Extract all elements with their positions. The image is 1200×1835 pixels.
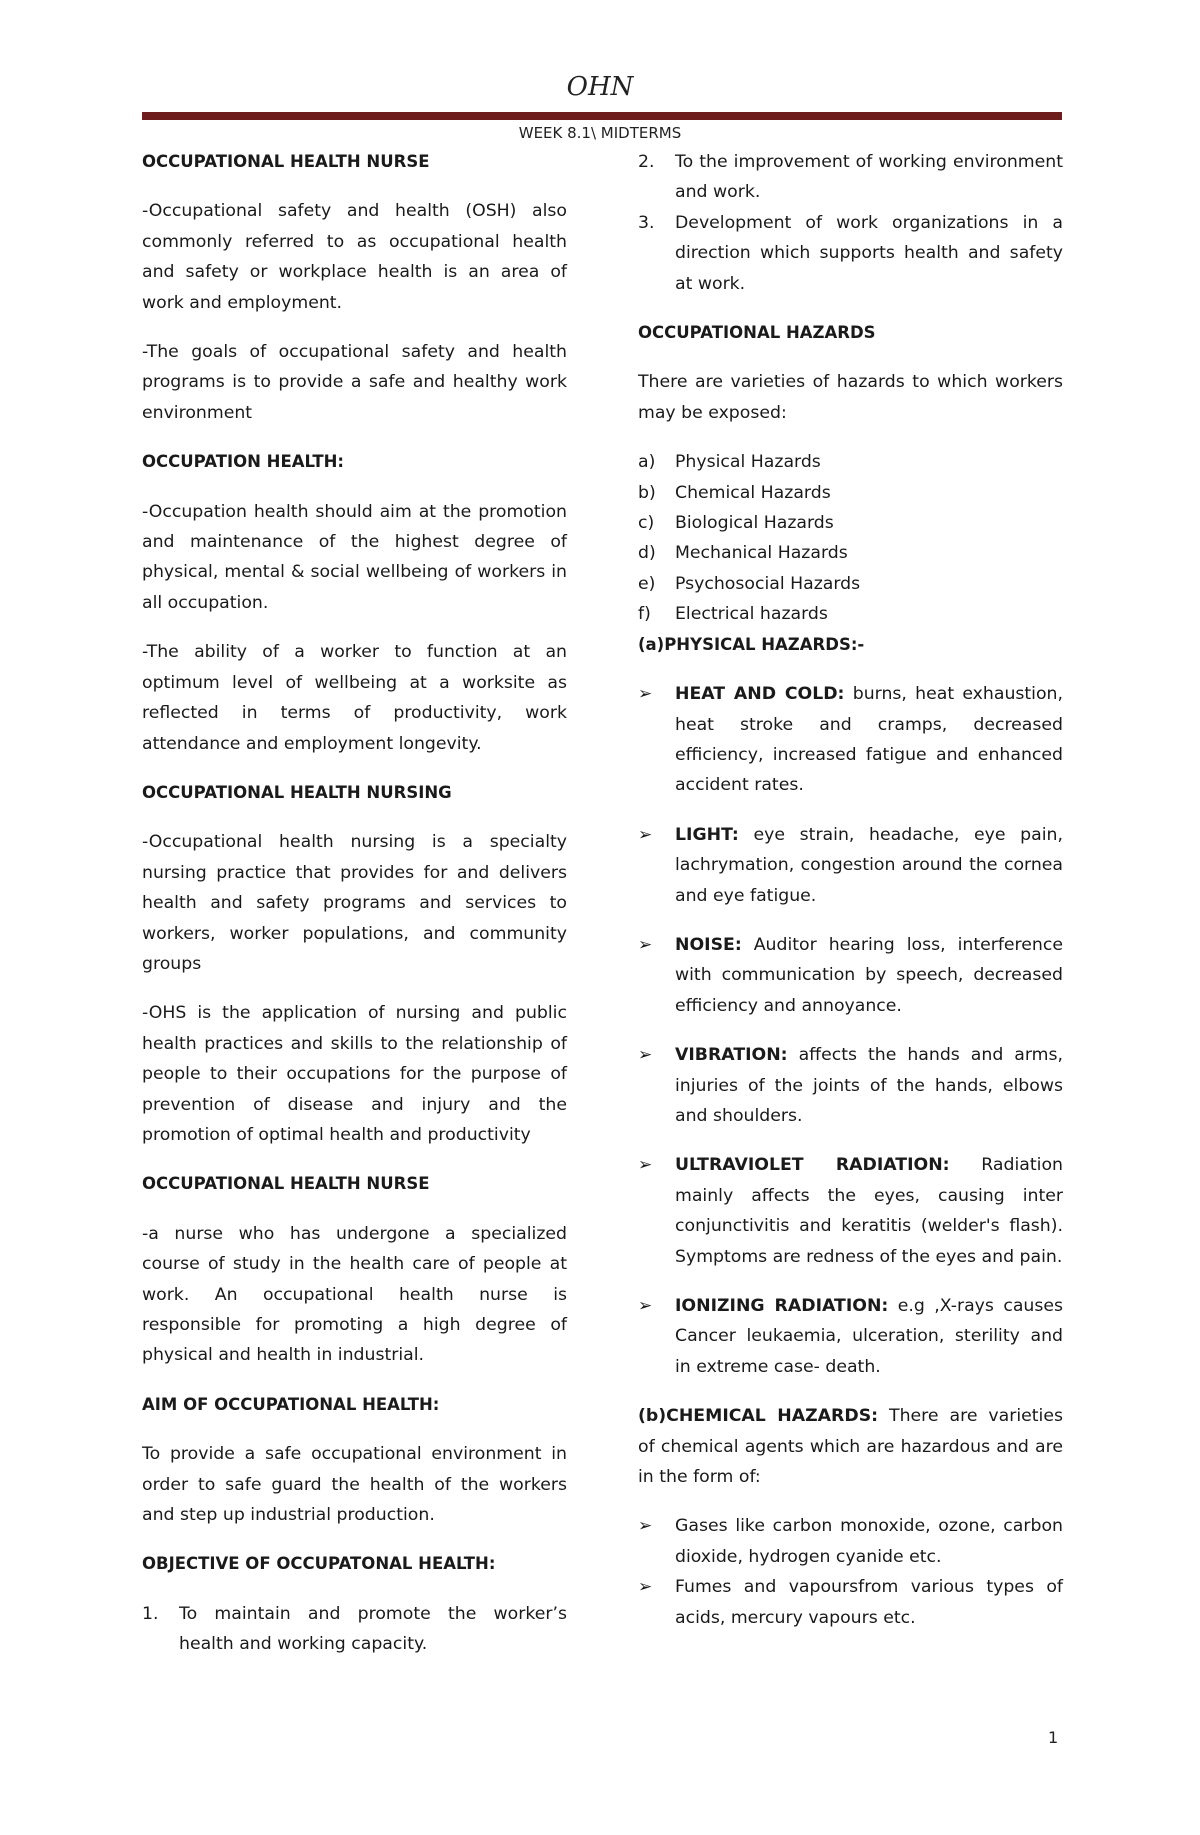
paragraph: -Occupational safety and health (OSH) also commonly referred to as occupational health and safety or workplace health is an area of work and employment. [142,201,567,313]
arrow-bullet-icon: ➢ [638,1155,653,1176]
physical-hazard-item [638,930,1063,1021]
hazard-description: e.g ,X-rays causes Cancer leukaemia, ulceration, sterility and in extreme case- death. [675,1296,1063,1377]
hazard-term: IONIZING RADIATION: [675,1296,889,1316]
section-heading: OBJECTIVE OF OCCUPATONAL HEALTH: [142,1554,496,1574]
objective-text: To maintain and promote the worker’s health and working capacity. [179,1603,567,1655]
hazard-type-item [638,538,1063,568]
hazard-letter: a) [638,452,656,473]
hazard-description: affects the hands and arms, injuries of the joints of the hands, elbows and shoulders. [675,1045,1063,1126]
arrow-bullet-icon: ➢ [638,824,653,845]
section-heading-inline: (b)CHEMICAL HAZARDS: [638,1406,879,1427]
paragraph: -The goals of occupational safety and health programs is to provide a safe and healthy work environment [142,342,567,423]
paragraph: To provide a safe occupational environment in order to safe guard the health of the workers and step up industrial production. [142,1444,567,1526]
hazard-letter: f) [638,604,651,625]
section-heading: AIM OF OCCUPATIONAL HEALTH: [142,1394,440,1414]
section-heading: OCCUPATIONAL HAZARDS [638,323,876,343]
arrow-bullet-icon: ➢ [638,934,653,955]
hazard-letter: c) [638,513,655,534]
document-subheader: WEEK 8.1\ MIDTERMS [518,124,682,142]
physical-hazard-item [638,1291,1063,1382]
hazard-type-item [638,478,1063,508]
paragraph-text: There are varieties of chemical agents which are hazardous and are in the form of: [638,1406,1063,1488]
hazard-description: Radiation mainly affects the eyes, causing inter conjunctivitis and keratitis (welder's flash). Symptoms are redness of the eyes and pain. [675,1155,1063,1267]
hazard-label: Biological Hazards [675,513,834,534]
hazard-label: Psychosocial Hazards [675,573,861,594]
hazard-term: HEAT AND COLD: [675,684,845,705]
arrow-bullet-icon: ➢ [638,1577,653,1598]
paragraph: -The ability of a worker to function at an optimum level of wellbeing at a worksite as reflected in terms of productivity, work attendance and employment longevity. [142,642,567,754]
arrow-bullet-icon: ➢ [638,1296,653,1316]
hazard-term: ULTRAVIOLET RADIATION: [675,1155,950,1176]
hazard-description: burns, heat exhaustion, heat stroke and cramps, decreased efficiency, increased fatigue and enhanced accident rates. [675,684,1063,796]
section-heading: (a)PHYSICAL HAZARDS:- [638,634,865,654]
paragraph: There are varieties of hazards to which workers may be exposed: [638,372,1063,423]
section-heading: OCCUPATIONAL HEALTH NURSING [142,782,452,802]
objective-number: 1. [142,1603,159,1624]
hazard-letter: e) [638,573,656,594]
hazard-label: Physical Hazards [675,452,821,473]
chemical-hazard-text: Fumes and vapoursfrom various types of acids, mercury vapours etc. [675,1577,1063,1628]
physical-hazard-item [638,1150,1063,1272]
paragraph: -OHS is the application of nursing and public health practices and skills to the relationship of people to their occupations for the purpose of prevention of disease and injury and the promotion of optimal health and productivity [142,1003,567,1145]
objective-number: 2. [638,152,655,172]
hazard-term: VIBRATION: [675,1045,788,1066]
hazard-label: Chemical Hazards [675,482,831,503]
chemical-hazard-item [638,1572,1063,1633]
physical-hazard-item [638,1040,1063,1131]
objective-item [142,1599,567,1660]
header-rule [142,112,1062,120]
hazard-label: Electrical hazards [675,604,828,625]
paragraph: -Occupational health nursing is a specialty nursing practice that provides for and delivers health and safety programs and services to workers, worker populations, and community groups [142,832,567,974]
section-heading: OCCUPATIONAL HEALTH NURSE [142,1174,430,1194]
objective-item [638,208,1063,299]
hazard-description: eye strain, headache, eye pain, lachrymation, congestion around the cornea and eye fatigue. [675,824,1063,906]
hazard-label: Mechanical Hazards [675,543,848,564]
hazard-type-item [638,447,1063,477]
objective-text: Development of work organizations in a direction which supports health and safety at work. [675,212,1063,294]
physical-hazard-item [638,820,1063,911]
physical-hazards-list [638,679,1063,1382]
objectives-list-continued [638,147,1063,299]
objective-number: 3. [638,212,655,233]
document-header-title: OHN [566,72,634,102]
hazard-term: LIGHT: [675,824,739,845]
paragraph: -Occupation health should aim at the promotion and maintenance of the highest degree of physical, mental & social wellbeing of workers in all occupation. [142,501,567,613]
arrow-bullet-icon: ➢ [638,1045,653,1066]
objective-text: To the improvement of working environment and work. [675,152,1063,203]
page-number: 1 [1048,1728,1059,1747]
hazard-type-item [638,508,1063,538]
hazard-letter: d) [638,543,656,564]
chemical-hazards-intro [638,1401,1063,1492]
chemical-hazard-text: Gases like carbon monoxide, ozone, carbon dioxide, hydrogen cyanide etc. [675,1516,1063,1567]
physical-hazard-item [638,679,1063,801]
objectives-list [142,1599,567,1660]
right-column [638,147,1063,1652]
hazard-description: Auditor hearing loss, interference with communication by speech, decreased efficiency and annoyance. [675,934,1063,1016]
hazard-types-list [638,447,1063,629]
chemical-hazards-list [638,1511,1063,1633]
objective-item [638,147,1063,208]
hazard-term: NOISE: [675,934,742,955]
section-heading: OCCUPATIONAL HEALTH NURSE [142,152,430,171]
left-column [142,147,567,1679]
hazard-type-item [638,599,1063,629]
arrow-bullet-icon: ➢ [638,1516,653,1537]
arrow-bullet-icon: ➢ [638,684,653,705]
hazard-type-item [638,569,1063,599]
section-heading: OCCUPATION HEALTH: [142,452,344,472]
chemical-hazard-item [638,1511,1063,1572]
hazard-letter: b) [638,482,656,503]
paragraph: -a nurse who has undergone a specialized course of study in the health care of people at work. An occupational health nurse is responsible for promoting a high degree of physical and health in industrial. [142,1223,567,1366]
